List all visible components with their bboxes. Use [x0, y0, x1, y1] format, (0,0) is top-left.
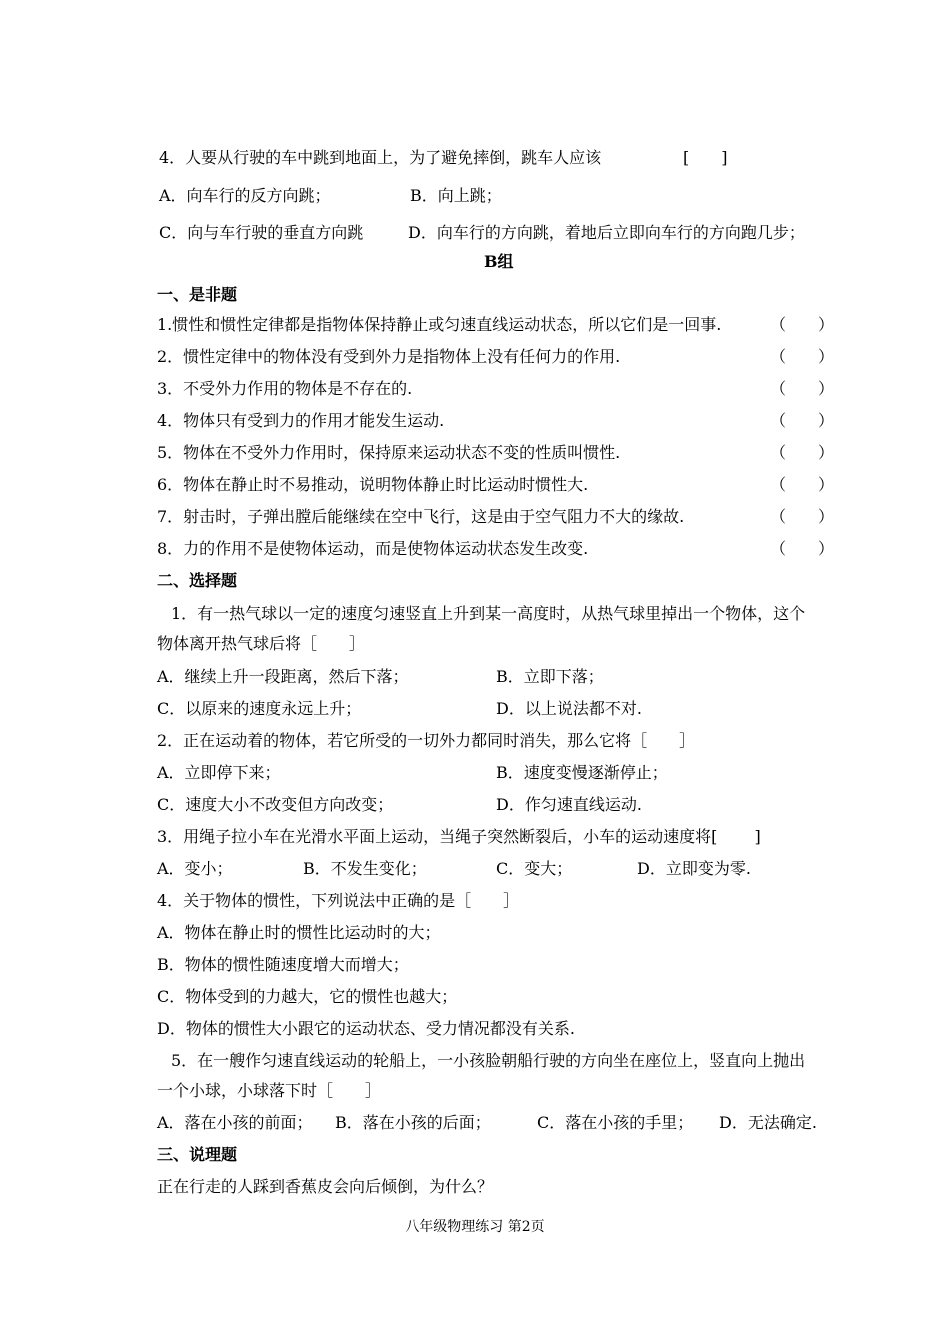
mc-q2-option-d: D．作匀速直线运动. — [496, 795, 642, 814]
a-q4-option-c: C．向与车行驶的垂直方向跳 — [159, 223, 364, 242]
explain-heading: 三、说理题 — [157, 1145, 238, 1164]
mc-q4-option-c: C．物体受到的力越大，它的惯性也越大； — [157, 987, 458, 1006]
mc-q1-option-a: A．继续上升一段距离，然后下落； — [157, 667, 409, 686]
mc-q1-line1: 1．有一热气球以一定的速度匀速竖直上升到某一高度时，从热气球里掉出一个物体，这个 — [171, 604, 806, 623]
a-q4-stem: 4．人要从行驶的车中跳到地面上，为了避免摔倒，跳车人应该 — [159, 148, 602, 167]
mc-q4-option-d: D．物体的惯性大小跟它的运动状态、受力情况都没有关系. — [157, 1019, 575, 1038]
tf-item-4: 4．物体只有受到力的作用才能发生运动. — [157, 411, 445, 430]
mc-q5-line1: 5．在一艘作匀速直线运动的轮船上，一小孩脸朝船行驶的方向坐在座位上，竖直向上抛出 — [171, 1051, 806, 1070]
tf-item-2-paren: （ ） — [770, 347, 835, 366]
mc-q3-option-d: D．立即变为零. — [637, 859, 751, 878]
tf-heading: 一、是非题 — [157, 285, 238, 304]
tf-item-7: 7．射击时，子弹出膛后能继续在空中飞行，这是由于空气阻力不大的缘故. — [157, 507, 685, 526]
tf-item-6: 6．物体在静止时不易推动，说明物体静止时比运动时惯性大. — [157, 475, 589, 494]
mc-q2-option-c: C．速度大小不改变但方向改变； — [157, 795, 394, 814]
tf-item-3: 3．不受外力作用的物体是不存在的. — [157, 379, 413, 398]
a-q4-option-b: B．向上跳； — [410, 186, 502, 205]
mc-q4-option-a: A．物体在静止时的惯性比运动时的大； — [157, 923, 441, 942]
mc-q4-option-b: B．物体的惯性随速度增大而增大； — [157, 955, 409, 974]
mc-heading: 二、选择题 — [157, 571, 238, 590]
mc-q5-line2: 一个小球，小球落下时［ ］ — [157, 1081, 382, 1100]
a-q4-option-d: D．向车行的方向跳，着地后立即向车行的方向跑几步； — [408, 223, 805, 242]
mc-q1-option-c: C．以原来的速度永远上升； — [157, 699, 362, 718]
page-footer: 八年级物理练习 第2页 — [405, 1219, 545, 1235]
tf-item-3-paren: （ ） — [770, 379, 835, 398]
mc-q3-option-a: A．变小； — [157, 859, 233, 878]
tf-item-6-paren: （ ） — [770, 475, 835, 494]
mc-q1-option-d: D．以上说法都不对. — [496, 699, 642, 718]
b-group-title: B组 — [484, 252, 514, 271]
mc-q3-stem: 3．用绳子拉小车在光滑水平面上运动，当绳子突然断裂后，小车的运动速度将[ ] — [157, 827, 761, 846]
mc-q2-option-b: B．速度变慢逐渐停止； — [496, 763, 668, 782]
tf-item-1-paren: （ ） — [770, 315, 835, 334]
tf-item-5: 5．物体在不受外力作用时，保持原来运动状态不变的性质叫惯性. — [157, 443, 621, 462]
mc-q1-line2: 物体离开热气球后将［ ］ — [157, 634, 366, 653]
mc-q5-option-b: B．落在小孩的后面； — [335, 1113, 491, 1132]
mc-q1-option-b: B．立即下落； — [496, 667, 604, 686]
mc-q5-option-d: D．无法确定. — [719, 1113, 817, 1132]
a-q4-option-a: A．向车行的反方向跳； — [159, 186, 331, 205]
tf-item-5-paren: （ ） — [770, 443, 835, 462]
mc-q5-option-a: A．落在小孩的前面； — [157, 1113, 313, 1132]
tf-item-1: 1.惯性和惯性定律都是指物体保持静止或匀速直线运动状态，所以它们是一回事. — [157, 315, 722, 334]
tf-item-8-paren: （ ） — [770, 539, 835, 558]
explain-question: 正在行走的人踩到香蕉皮会向后倾倒，为什么？ — [157, 1177, 494, 1196]
tf-item-4-paren: （ ） — [770, 411, 835, 430]
mc-q3-option-c: C．变大； — [496, 859, 573, 878]
a-q4-bracket: [ ] — [683, 148, 728, 167]
mc-q3-option-b: B．不发生变化； — [303, 859, 427, 878]
tf-item-2: 2．惯性定律中的物体没有受到外力是指物体上没有任何力的作用. — [157, 347, 621, 366]
tf-item-8: 8．力的作用不是使物体运动，而是使物体运动状态发生改变. — [157, 539, 589, 558]
mc-q2-option-a: A．立即停下来； — [157, 763, 281, 782]
mc-q5-option-c: C．落在小孩的手里； — [537, 1113, 694, 1132]
tf-item-7-paren: （ ） — [770, 507, 835, 526]
mc-q2-stem: 2．正在运动着的物体，若它所受的一切外力都同时消失，那么它将［ ］ — [157, 731, 696, 750]
mc-q4-stem: 4．关于物体的惯性，下列说法中正确的是［ ］ — [157, 891, 520, 910]
